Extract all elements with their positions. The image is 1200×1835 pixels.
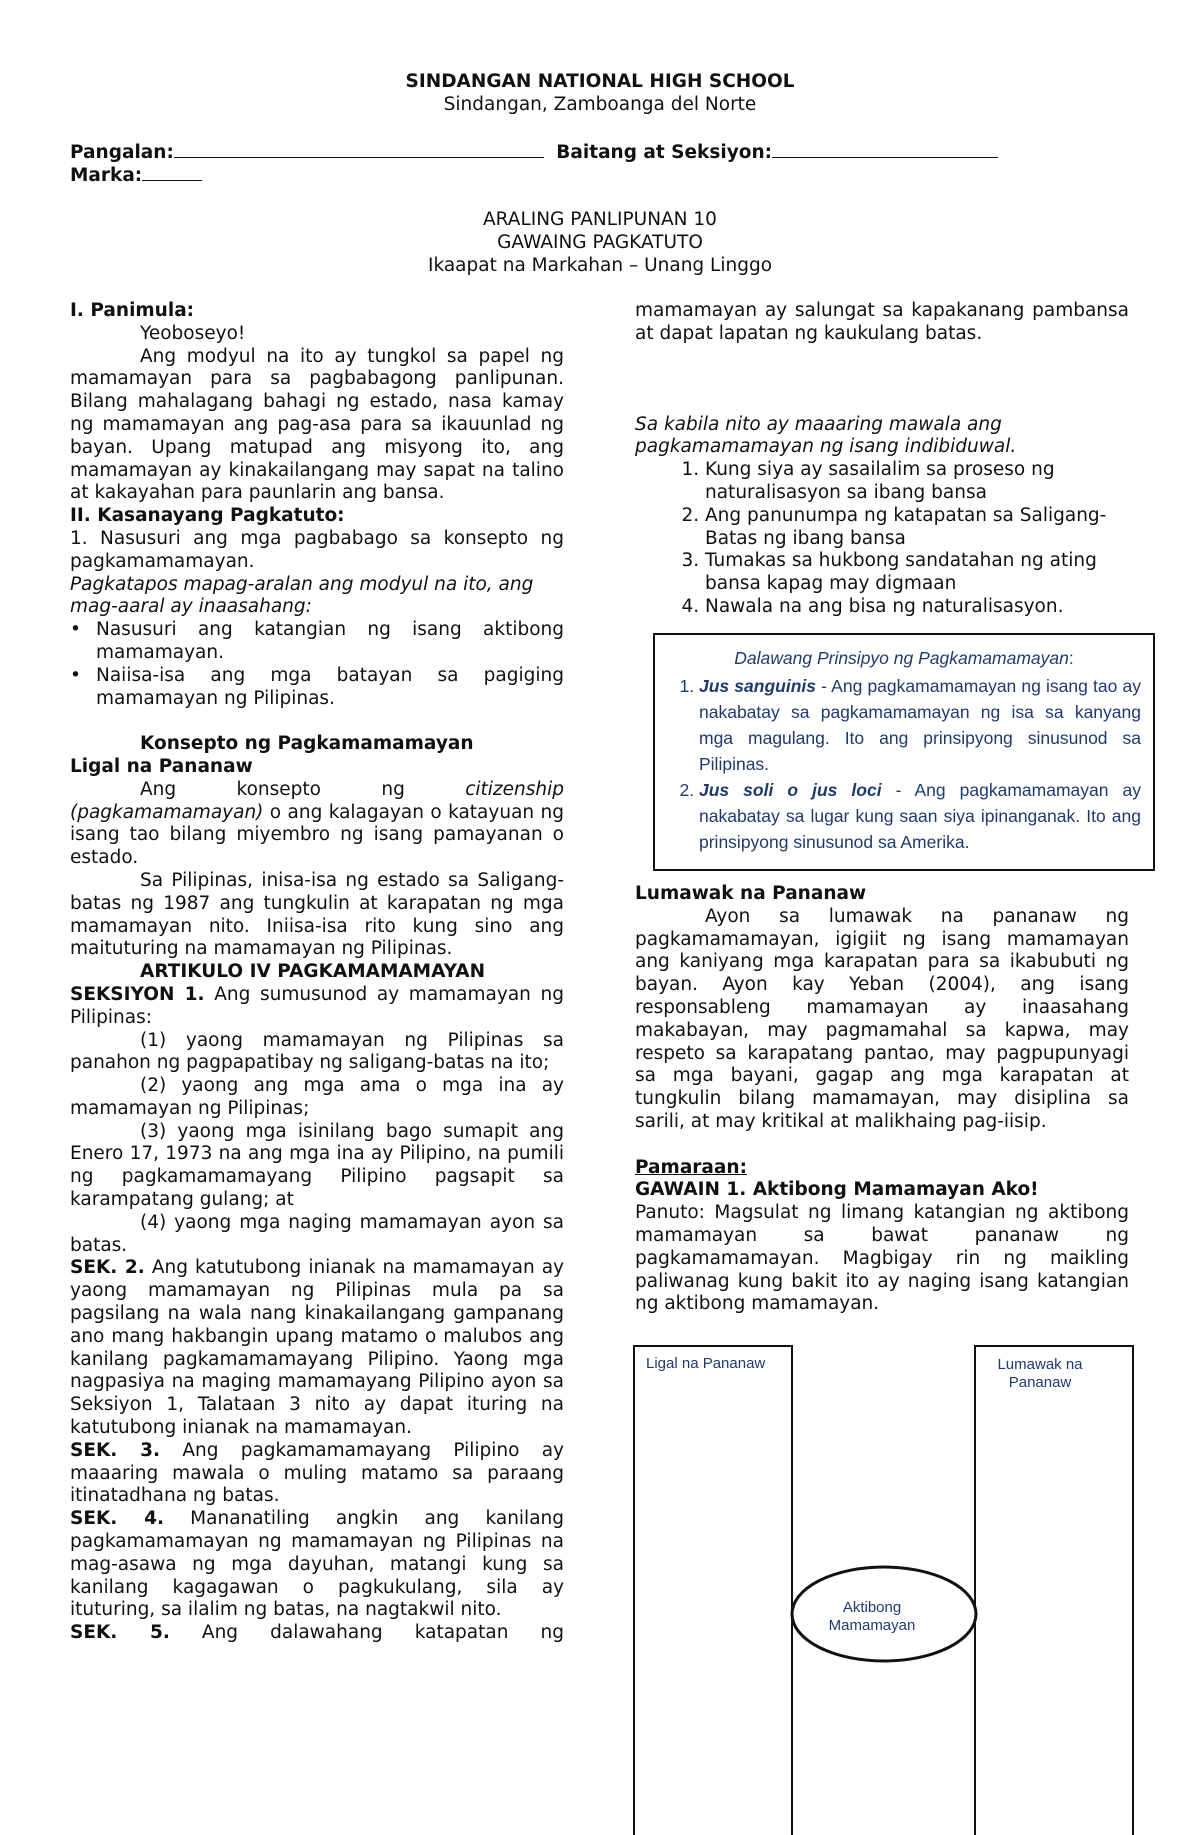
principle-1: 1. Jus sanguinis - Ang pagkamamamayan ng isang tao ay nakabatay sa pagkamamamayan ng isa sa kanyang mga magulang. Ito ang prinsipyong sinusunod sa Pilipinas. xyxy=(699,673,1141,777)
activity-heading: GAWAIN 1. Aktibong Mamamayan Ako! xyxy=(635,1179,1039,1201)
article-heading: ARTIKULO IV PAGKAMAMAMAYAN xyxy=(140,961,486,983)
loss-intro: Sa kabila nito ay maaaring mawala ang pagkamamamayan ng isang indibiduwal. xyxy=(635,413,1017,458)
intro-text: Ang modyul na ito ay tungkol sa papel ng mamamayan para sa pagbabagong panlipunan. Bilang mahalagang bahagi ng estado, nasa kamay ng mamamayan ang pag-asa para sa ikauunlad ng bayan. Upang matupad ang misyong ito, ang mamamayan ay kinakailangang may sapat na talino at kakayahan para paunlarin ang bansa. xyxy=(70,345,564,504)
quarter-week: Ikaapat na Markahan – Unang Linggo xyxy=(427,255,773,276)
score-label: Marka: xyxy=(70,165,143,186)
section-1-item-1: (1) yaong mamamayan ng Pilipinas sa panahon ng pagpapatibay ng saligang-batas na ito; xyxy=(70,1029,564,1074)
section-5: SEK. 5. Ang dalawahang katapatan ng xyxy=(70,1622,564,1644)
principles-title: Dalawang Prinsipyo ng Pagkamamamayan: xyxy=(734,648,1074,668)
loss-item-1: 1. Kung siya ay sasailalim sa proseso ng naturalisasyon sa ibang bansa xyxy=(705,459,1129,505)
expectation-text: Pagkatapos mapag-aralan ang modyul na ito, ang mag-aaral ay inaasahang: xyxy=(70,573,534,618)
broad-heading: Lumawak na Pananaw xyxy=(635,883,867,904)
skills-heading: II. Kasanayang Pagkatuto: xyxy=(70,505,345,527)
skill-1: 1. Nasusuri ang mga pagbabago sa konsepto ng pagkamamamayan. xyxy=(70,527,564,572)
section-1-item-3: (3) yaong mga isinilang bago sumapit ang Enero 17, 1973 na ang mga ina ay Pilipino, na pumili ng pagkamamamayang Pilipino pagsapit sa karampatang gulang; at xyxy=(70,1120,564,1211)
section-2: SEK. 2. Ang katutubong inianak na mamamayan ay yaong mamamayan ng Pilipinas mula pa sa pagsilang na wala nang kinakailangang gampanang ano mang hakbangin upang matamo o malubos ang kanilang pagkamamamayang Pilipino. Yaong mga nagpasiya na maging mamamayang Pilipino ayon sa Seksiyon 1, Talataan 3 nito ay dapat ituring na katutubong inianak na mamamayan. xyxy=(70,1257,565,1439)
bullet-1: • Nasusuri ang katangian ng isang aktibong mamamayan. xyxy=(70,619,564,663)
continued-text: mamamayan ay salungat sa kapakanang pambansa at dapat lapatan ng kaukulang batas. xyxy=(635,300,1129,344)
broad-text: Ayon sa lumawak na pananaw ng pagkamamamayan, igigiit ng isang mamamayan ang kaniyang mga karapatan para sa ikabubuti ng bayan. Ayon kay Yeban (2004), ang isang responsableng mamamayan ay inaasahang makabayan, may pagmamahal sa kapwa, may respeto sa karapatang pantao, may pagpupunyagi sa mga bayani, gagap ang mga karapatan at tungkulin bilang mamamayan, may disiplina sa sarili, at may kritikal at malikhaing pag-iisip. xyxy=(635,905,1129,1132)
legal-paragraph-1: Ang konsepto ng citizenship (pagkamamamayan) o ang kalagayan o katayuan ng isang tao bilang miyembro ng isang pamayanan o estado. xyxy=(70,778,564,869)
principle-2: 2. Jus soli o jus loci - Ang pagkamamamayan ay nakabatay sa lugar kung saan siya ipinanganak. Ito ang prinsipyong sinusunod sa Amerika. xyxy=(699,777,1141,855)
lumawak-label: Lumawak na Pananaw xyxy=(997,1356,1083,1391)
intro-heading: I. Panimula: xyxy=(70,300,195,321)
loss-item-4: 4. Nawala na ang bisa ng naturalisasyon. xyxy=(705,596,1129,619)
ligal-label: Ligal na Pananaw xyxy=(646,1355,766,1372)
greeting: Yeoboseyo! xyxy=(140,322,246,344)
section-4: SEK. 4. Mananatiling angkin ang kanilang pagkamamamayan ng mamamayan ng Pilipinas na mag-asawa ng mga dayuhan, matangi kung sa kanilang kagagawan o pagkukulang, sila ay ituturing, sa ilalim ng batas, na nagtakwil nito. xyxy=(70,1508,565,1621)
legal-heading: Ligal na Pananaw xyxy=(70,755,253,777)
school-location: Sindangan, Zamboanga del Norte xyxy=(443,94,757,115)
section-1-item-4: (4) yaong mga naging mamamayan ayon sa batas. xyxy=(70,1211,564,1256)
section-3: SEK. 3. Ang pagkamamamayang Pilipino ay maaaring mawala o muling matamo sa paraang itinatadhana ng batas. xyxy=(70,1439,565,1507)
section-1-item-2: (2) yaong ang mga ama o mga ina ay mamamayan ng Pilipinas; xyxy=(70,1075,564,1119)
grade-section-label: Baitang at Seksiyon: xyxy=(556,142,773,163)
school-name: SINDANGAN NATIONAL HIGH SCHOOL xyxy=(405,71,795,92)
concept-heading: Konsepto ng Pagkamamamayan xyxy=(140,733,474,755)
activity-title: GAWAING PAGKATUTO xyxy=(497,232,703,253)
bullet-2: • Naiisa-isa ang mga batayan sa pagiging mamamayan ng Pilipinas. xyxy=(70,664,564,709)
ligal-box[interactable] xyxy=(634,1346,792,1835)
subject-title: ARALING PANLIPUNAN 10 xyxy=(483,209,717,230)
legal-paragraph-2: Sa Pilipinas, inisa-isa ng estado sa Saligang-batas ng 1987 ang tungkulin at karapatan ng mga mamamayan nito. Iniisa-isa rito kung sino ang maituturing na mamamayan ng Pilipinas. xyxy=(70,869,564,960)
loss-item-3: 3. Tumakas sa hukbong sandatahan ng ating bansa kapag may digmaan xyxy=(705,550,1129,596)
loss-item-2: 2. Ang panunumpa ng katapatan sa Saligang-Batas ng ibang bansa xyxy=(705,505,1129,551)
lumawak-box[interactable] xyxy=(975,1346,1133,1835)
aktibong-label: Aktibong Mamamayan xyxy=(828,1599,916,1634)
method-heading: Pamaraan: xyxy=(635,1156,747,1178)
instructions: Panuto: Magsulat ng limang katangian ng aktibong mamamayan sa bawat pananaw ng pagkamamamayan. Magbigay rin ng maikling paliwanag kung bakit ito ay naging isang katangian ng aktibong mamamayan. xyxy=(635,1202,1129,1315)
section-1: SEKSIYON 1. Ang sumusunod ay mamamayan ng Pilipinas: xyxy=(70,983,565,1028)
name-label: Pangalan: xyxy=(70,142,174,163)
